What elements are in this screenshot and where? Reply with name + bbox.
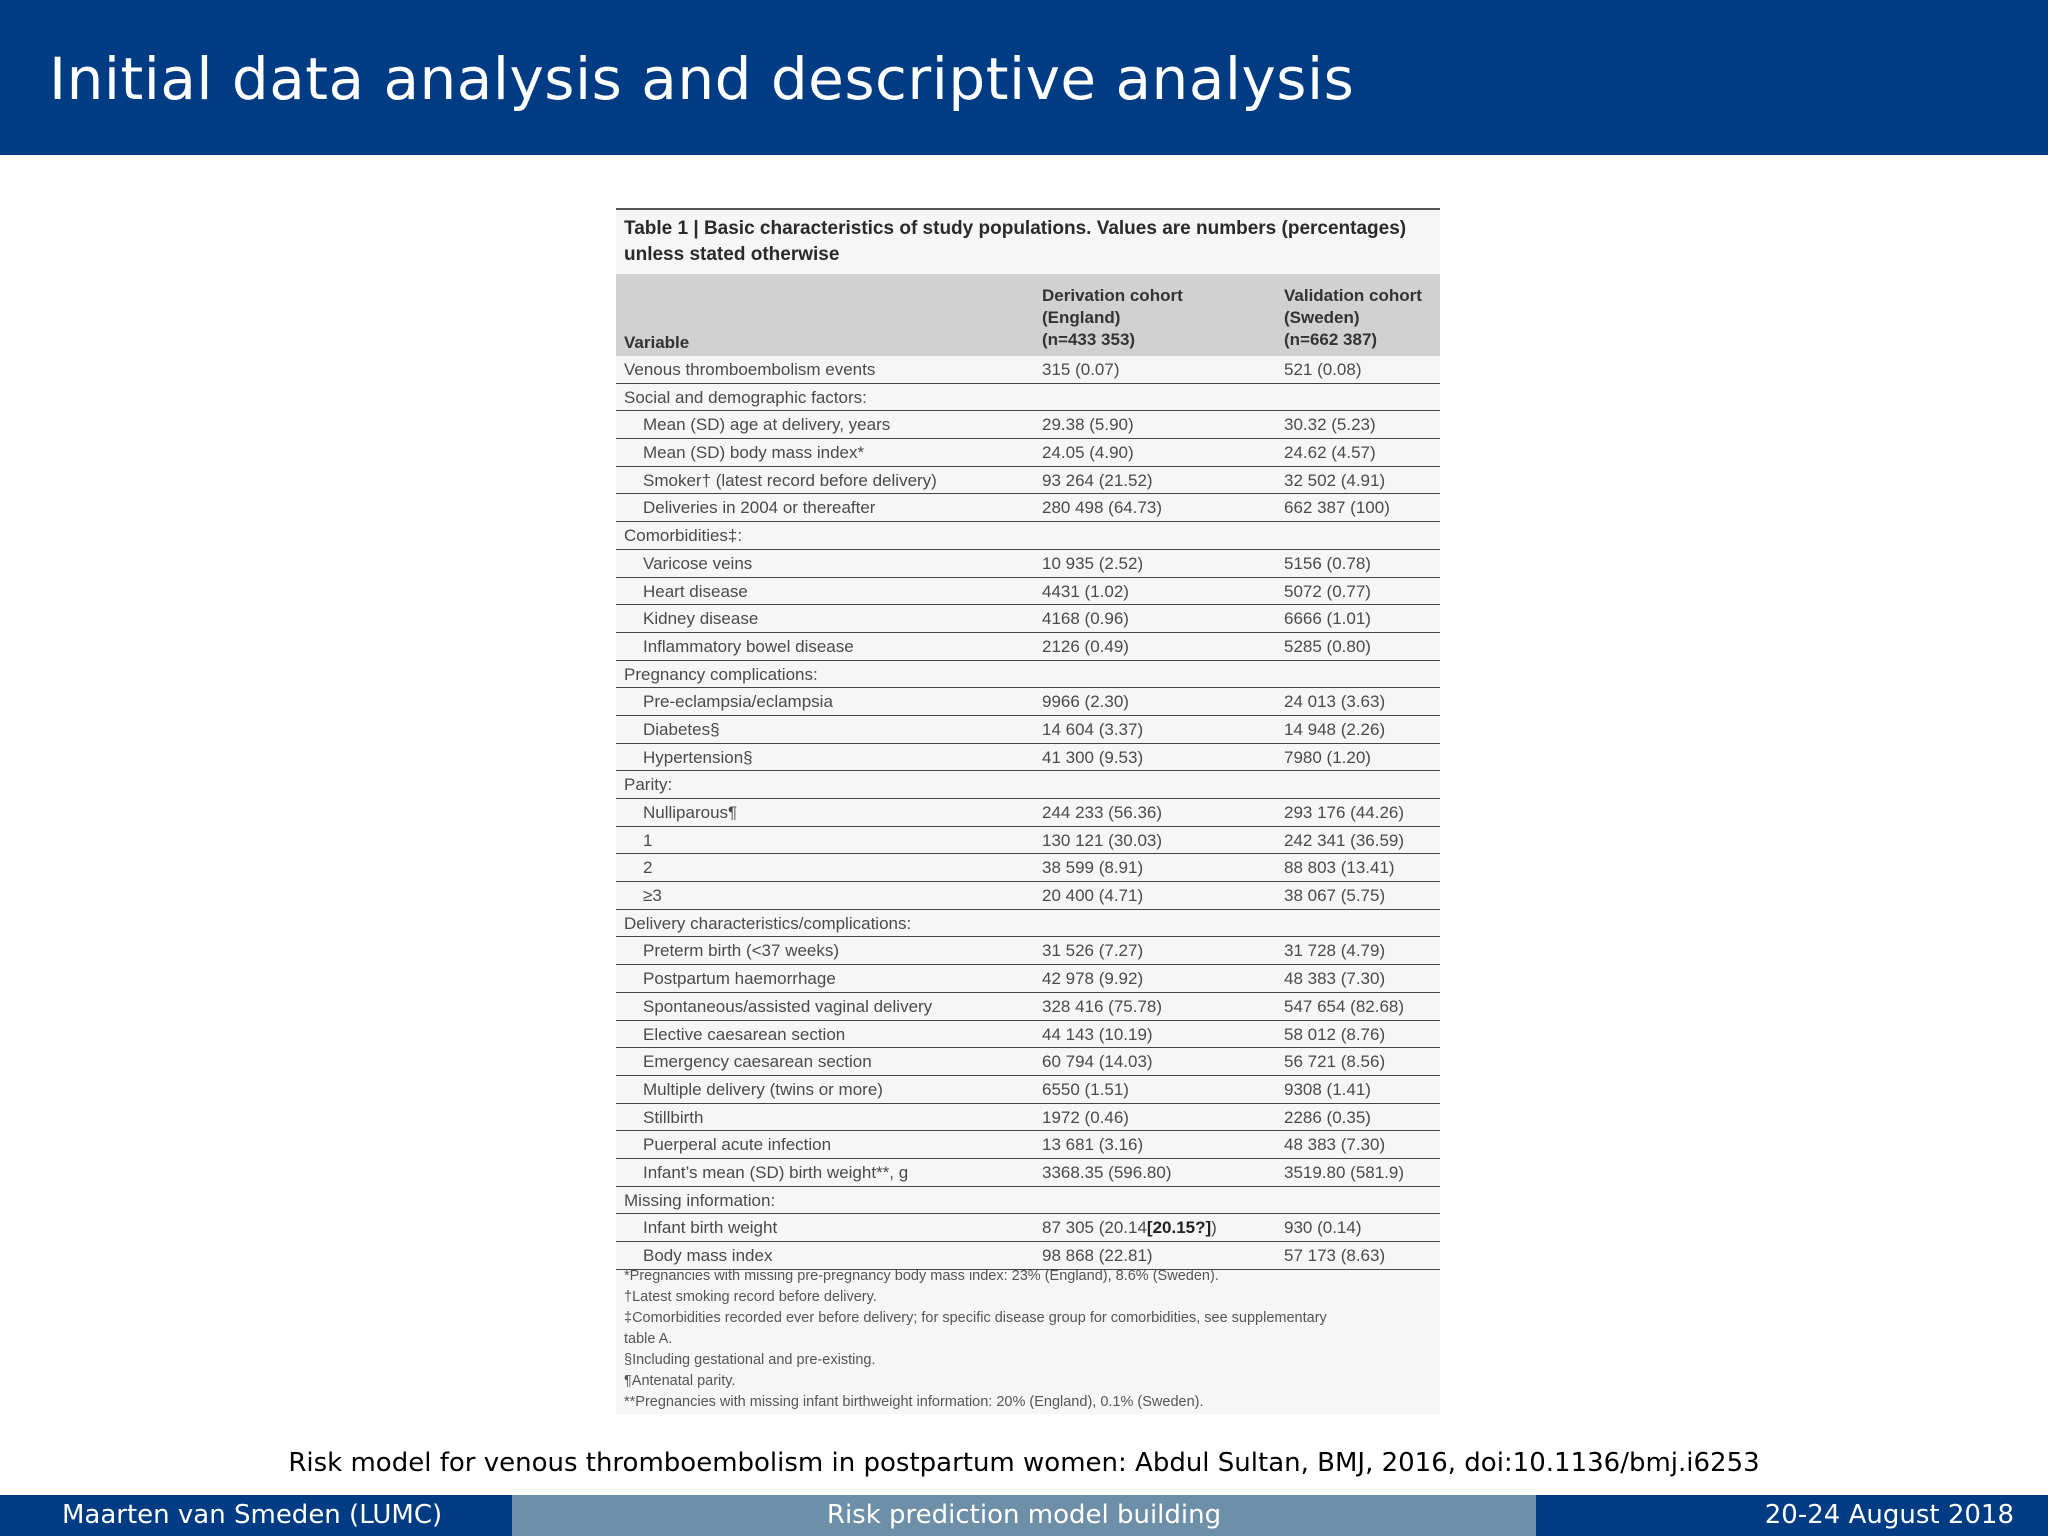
table-row [616,467,1440,495]
table-row [616,494,1440,522]
row-label: Infant birth weight [643,1218,778,1238]
derivation-value [1042,886,1143,906]
row-label: Puerperal acute infection [643,1135,832,1155]
table-row [616,1214,1440,1242]
derivation-value-text: 244 233 (56.36) [1042,803,1163,822]
derivation-value [1042,692,1129,712]
table-image [616,208,1440,1414]
header-validation-line: (n=662 387) [1284,330,1378,349]
footer-author: Maarten van Smeden (LUMC) [62,1500,443,1530]
header-derivation [1042,285,1183,351]
footer-right [1536,1495,2048,1536]
derivation-value [1042,360,1120,380]
table-caption [624,216,1424,268]
derivation-value-text: 24.05 (4.90) [1042,443,1134,463]
table-section-row [616,384,1440,412]
footnote: table A. [624,1331,673,1347]
row-label: Deliveries in 2004 or thereafter [643,498,876,518]
derivation-value-text: 1972 (0.46) [1042,1107,1129,1127]
row-label: Hypertension§ [643,747,753,767]
footer-left [0,1495,512,1536]
validation-value: 7980 (1.20) [1284,747,1371,767]
table-row [616,716,1440,744]
derivation-value-text: 93 264 (21.52) [1042,470,1153,490]
validation-value: 58 012 (8.76) [1284,1024,1386,1044]
row-label: Infant’s mean (SD) birth weight**, g [643,1162,909,1182]
row-label: Missing information: [624,1190,776,1210]
table-row [616,827,1440,855]
table-row [616,1076,1440,1104]
row-label: Inflammatory bowel disease [643,636,854,656]
table-section-row [616,661,1440,689]
table-row [616,633,1440,661]
derivation-value-text: 98 868 (22.81) [1042,1246,1153,1265]
derivation-value [1042,415,1134,435]
table-row [616,854,1440,882]
row-label: Spontaneous/assisted vaginal delivery [643,996,933,1016]
table-row [616,744,1440,772]
derivation-value [1042,720,1143,740]
validation-value: 5072 (0.77) [1284,581,1371,601]
derivation-value-text: 44 143 (10.19) [1042,1024,1153,1044]
derivation-value [1042,1135,1143,1155]
validation-value: 48 383 (7.30) [1284,969,1386,989]
row-label: Postpartum haemorrhage [643,969,836,989]
header-derivation-line: (n=433 353) [1042,330,1136,349]
row-label: Preterm birth (<37 weeks) [643,941,840,961]
footnote: **Pregnancies with missing infant birthweight information: 20% (England), 0.1% (Sweden). [624,1394,1204,1410]
derivation-value [1042,1108,1129,1128]
derivation-value-text: 31 526 (7.27) [1042,941,1144,961]
derivation-value-text: 41 300 (9.53) [1042,747,1144,767]
derivation-value-text: 29.38 (5.90) [1042,415,1134,435]
row-label: Smoker† (latest record before delivery) [643,470,937,490]
footnote: †Latest smoking record before delivery. [624,1289,877,1305]
derivation-value-text: 13 681 (3.16) [1042,1135,1144,1155]
derivation-value [1042,443,1134,463]
validation-value: 31 728 (4.79) [1284,941,1386,961]
derivation-value [1042,637,1129,657]
derivation-value-text: 14 604 (3.37) [1042,719,1144,739]
table-row [616,882,1440,910]
title-bar [0,0,2048,155]
footer-bar [0,1495,2048,1536]
derivation-value-text: 60 794 (14.03) [1042,1052,1153,1072]
validation-value: 662 387 (100) [1284,498,1390,518]
row-label: 1 [643,830,653,850]
derivation-value [1042,941,1143,961]
footnote: *Pregnancies with missing pre-pregnancy body mass index: 23% (England), 8.6% (Sweden). [624,1268,1219,1284]
derivation-value-text: 4431 (1.02) [1042,581,1129,601]
validation-value: 48 383 (7.30) [1284,1135,1386,1155]
table-row [616,550,1440,578]
row-label: Kidney disease [643,609,759,629]
table-row [616,1131,1440,1159]
row-label: Comorbidities‡: [624,526,743,546]
validation-value: 242 341 (36.59) [1284,830,1405,850]
row-label: 2 [643,858,653,878]
row-label: Heart disease [643,581,748,601]
row-label: Social and demographic factors: [624,387,867,407]
derivation-value-text: 4168 (0.96) [1042,609,1129,629]
derivation-value-text: 9966 (2.30) [1042,692,1129,712]
header-validation [1284,285,1422,351]
table-row [616,993,1440,1021]
derivation-value [1042,1052,1153,1072]
derivation-value-text: 10 935 (2.52) [1042,553,1144,573]
validation-value: 5285 (0.80) [1284,636,1371,656]
row-label: Emergency caesarean section [643,1052,872,1072]
derivation-value [1042,831,1162,851]
validation-value: 32 502 (4.91) [1284,470,1386,490]
row-label: Venous thromboembolism events [624,360,876,379]
derivation-value-text: 280 498 (64.73) [1042,498,1163,518]
table-row [616,1021,1440,1049]
header-derivation-line: Derivation cohort [1042,286,1183,305]
row-label: Parity: [624,775,673,795]
validation-value: 14 948 (2.26) [1284,719,1386,739]
table-number: Table 1 [624,218,689,239]
validation-value: 2286 (0.35) [1284,1107,1371,1127]
derivation-value-text: 42 978 (9.92) [1042,969,1144,989]
derivation-value [1042,471,1153,491]
table-row [616,1104,1440,1132]
table-row [616,605,1440,633]
row-label: ≥3 [643,886,662,906]
table-top-rule [616,208,1440,210]
footnote: §Including gestational and pre-existing. [624,1352,876,1368]
derivation-value [1042,1080,1129,1100]
row-label: Diabetes§ [643,719,720,739]
row-label: Varicose veins [643,553,753,573]
validation-value: 930 (0.14) [1284,1218,1362,1238]
validation-value: 521 (0.08) [1284,360,1362,379]
derivation-value [1042,1246,1153,1266]
table-row [616,799,1440,827]
derivation-value-text: 328 416 (75.78) [1042,996,1163,1016]
derivation-value-correction: [20.15?] [1146,1218,1212,1238]
validation-value: 30.32 (5.23) [1284,415,1376,435]
table-caption-text: Basic characteristics of study populations. Values are numbers (percentages) unless stated otherwise [624,218,1407,265]
table-section-row [616,522,1440,550]
header-validation-line: (Sweden) [1284,308,1360,327]
table-row [616,578,1440,606]
derivation-value [1042,858,1143,878]
validation-value: 3519.80 (581.9) [1284,1162,1405,1182]
validation-value: 547 654 (82.68) [1284,996,1405,1016]
derivation-value-text: 2126 (0.49) [1042,636,1129,656]
row-label: Pregnancy complications: [624,664,818,684]
table-section-row [616,771,1440,799]
header-derivation-line: (England) [1042,308,1121,327]
footnote: ¶Antenatal parity. [624,1373,736,1389]
derivation-value-text: 130 121 (30.03) [1042,830,1163,850]
table-row [616,439,1440,467]
validation-value: 6666 (1.01) [1284,609,1371,629]
derivation-value [1042,554,1143,574]
header-variable: Variable [624,333,690,352]
derivation-value [1042,582,1129,602]
slide-title: Initial data analysis and descriptive analysis [49,45,1355,113]
citation: Risk model for venous thromboembolism in postpartum women: Abdul Sultan, BMJ, 2016, doi:10.1136/bmj.i6253 [288,1448,1760,1478]
table-caption-separator: | [688,218,704,239]
footer-date: 20-24 August 2018 [1764,1500,2014,1530]
row-label: Mean (SD) body mass index* [643,443,865,463]
footnote: ‡Comorbidities recorded ever before delivery; for specific disease group for comorbidities, see supplementary [624,1310,1327,1326]
row-label: Mean (SD) age at delivery, years [643,415,891,435]
validation-value: 24.62 (4.57) [1284,443,1376,463]
table-footnotes [624,1266,1434,1413]
row-label: Pre-eclampsia/eclampsia [643,692,833,712]
table-row [616,965,1440,993]
derivation-value-text: 315 (0.07) [1042,360,1120,379]
derivation-value [1042,498,1162,518]
derivation-value-text: 20 400 (4.71) [1042,886,1144,906]
derivation-value [1042,969,1143,989]
table-row [616,688,1440,716]
derivation-value [1042,997,1162,1017]
derivation-value-text: 6550 (1.51) [1042,1079,1129,1099]
validation-value: 9308 (1.41) [1284,1079,1371,1099]
row-label: Body mass index [643,1246,773,1265]
table-section-row [616,1187,1440,1215]
derivation-value [1042,803,1162,823]
derivation-value [1042,1163,1172,1183]
table-row [616,1048,1440,1076]
validation-value: 293 176 (44.26) [1284,803,1405,822]
footer-talk-title: Risk prediction model building [826,1500,1222,1530]
table-row [616,937,1440,965]
row-label: Delivery characteristics/complications: [624,913,912,933]
validation-value: 5156 (0.78) [1284,553,1371,573]
derivation-value-tail: ) [1211,1218,1217,1238]
derivation-value-text: 87 305 (20.14 [1042,1218,1147,1238]
row-label: Elective caesarean section [643,1024,846,1044]
derivation-value [1042,1025,1153,1045]
table-body [616,356,1440,1270]
header-validation-line: Validation cohort [1284,286,1422,305]
derivation-value-text: 38 599 (8.91) [1042,858,1144,878]
validation-value: 56 721 (8.56) [1284,1052,1386,1072]
derivation-value [1042,748,1143,768]
table-section-row [616,356,1440,384]
validation-value: 38 067 (5.75) [1284,886,1386,906]
table-section-row [616,910,1440,938]
row-label: Nulliparous¶ [643,803,738,822]
validation-value: 57 173 (8.63) [1284,1246,1386,1265]
row-label: Multiple delivery (twins or more) [643,1079,883,1099]
validation-value: 24 013 (3.63) [1284,692,1386,712]
table-row [616,1159,1440,1187]
validation-value: 88 803 (13.41) [1284,858,1395,878]
derivation-value-text: 3368.35 (596.80) [1042,1162,1172,1182]
table-row [616,411,1440,439]
row-label: Stillbirth [643,1107,704,1127]
footer-center [512,1495,1536,1536]
derivation-value [1042,609,1129,629]
derivation-value [1042,1218,1217,1238]
table-header [616,274,1440,356]
